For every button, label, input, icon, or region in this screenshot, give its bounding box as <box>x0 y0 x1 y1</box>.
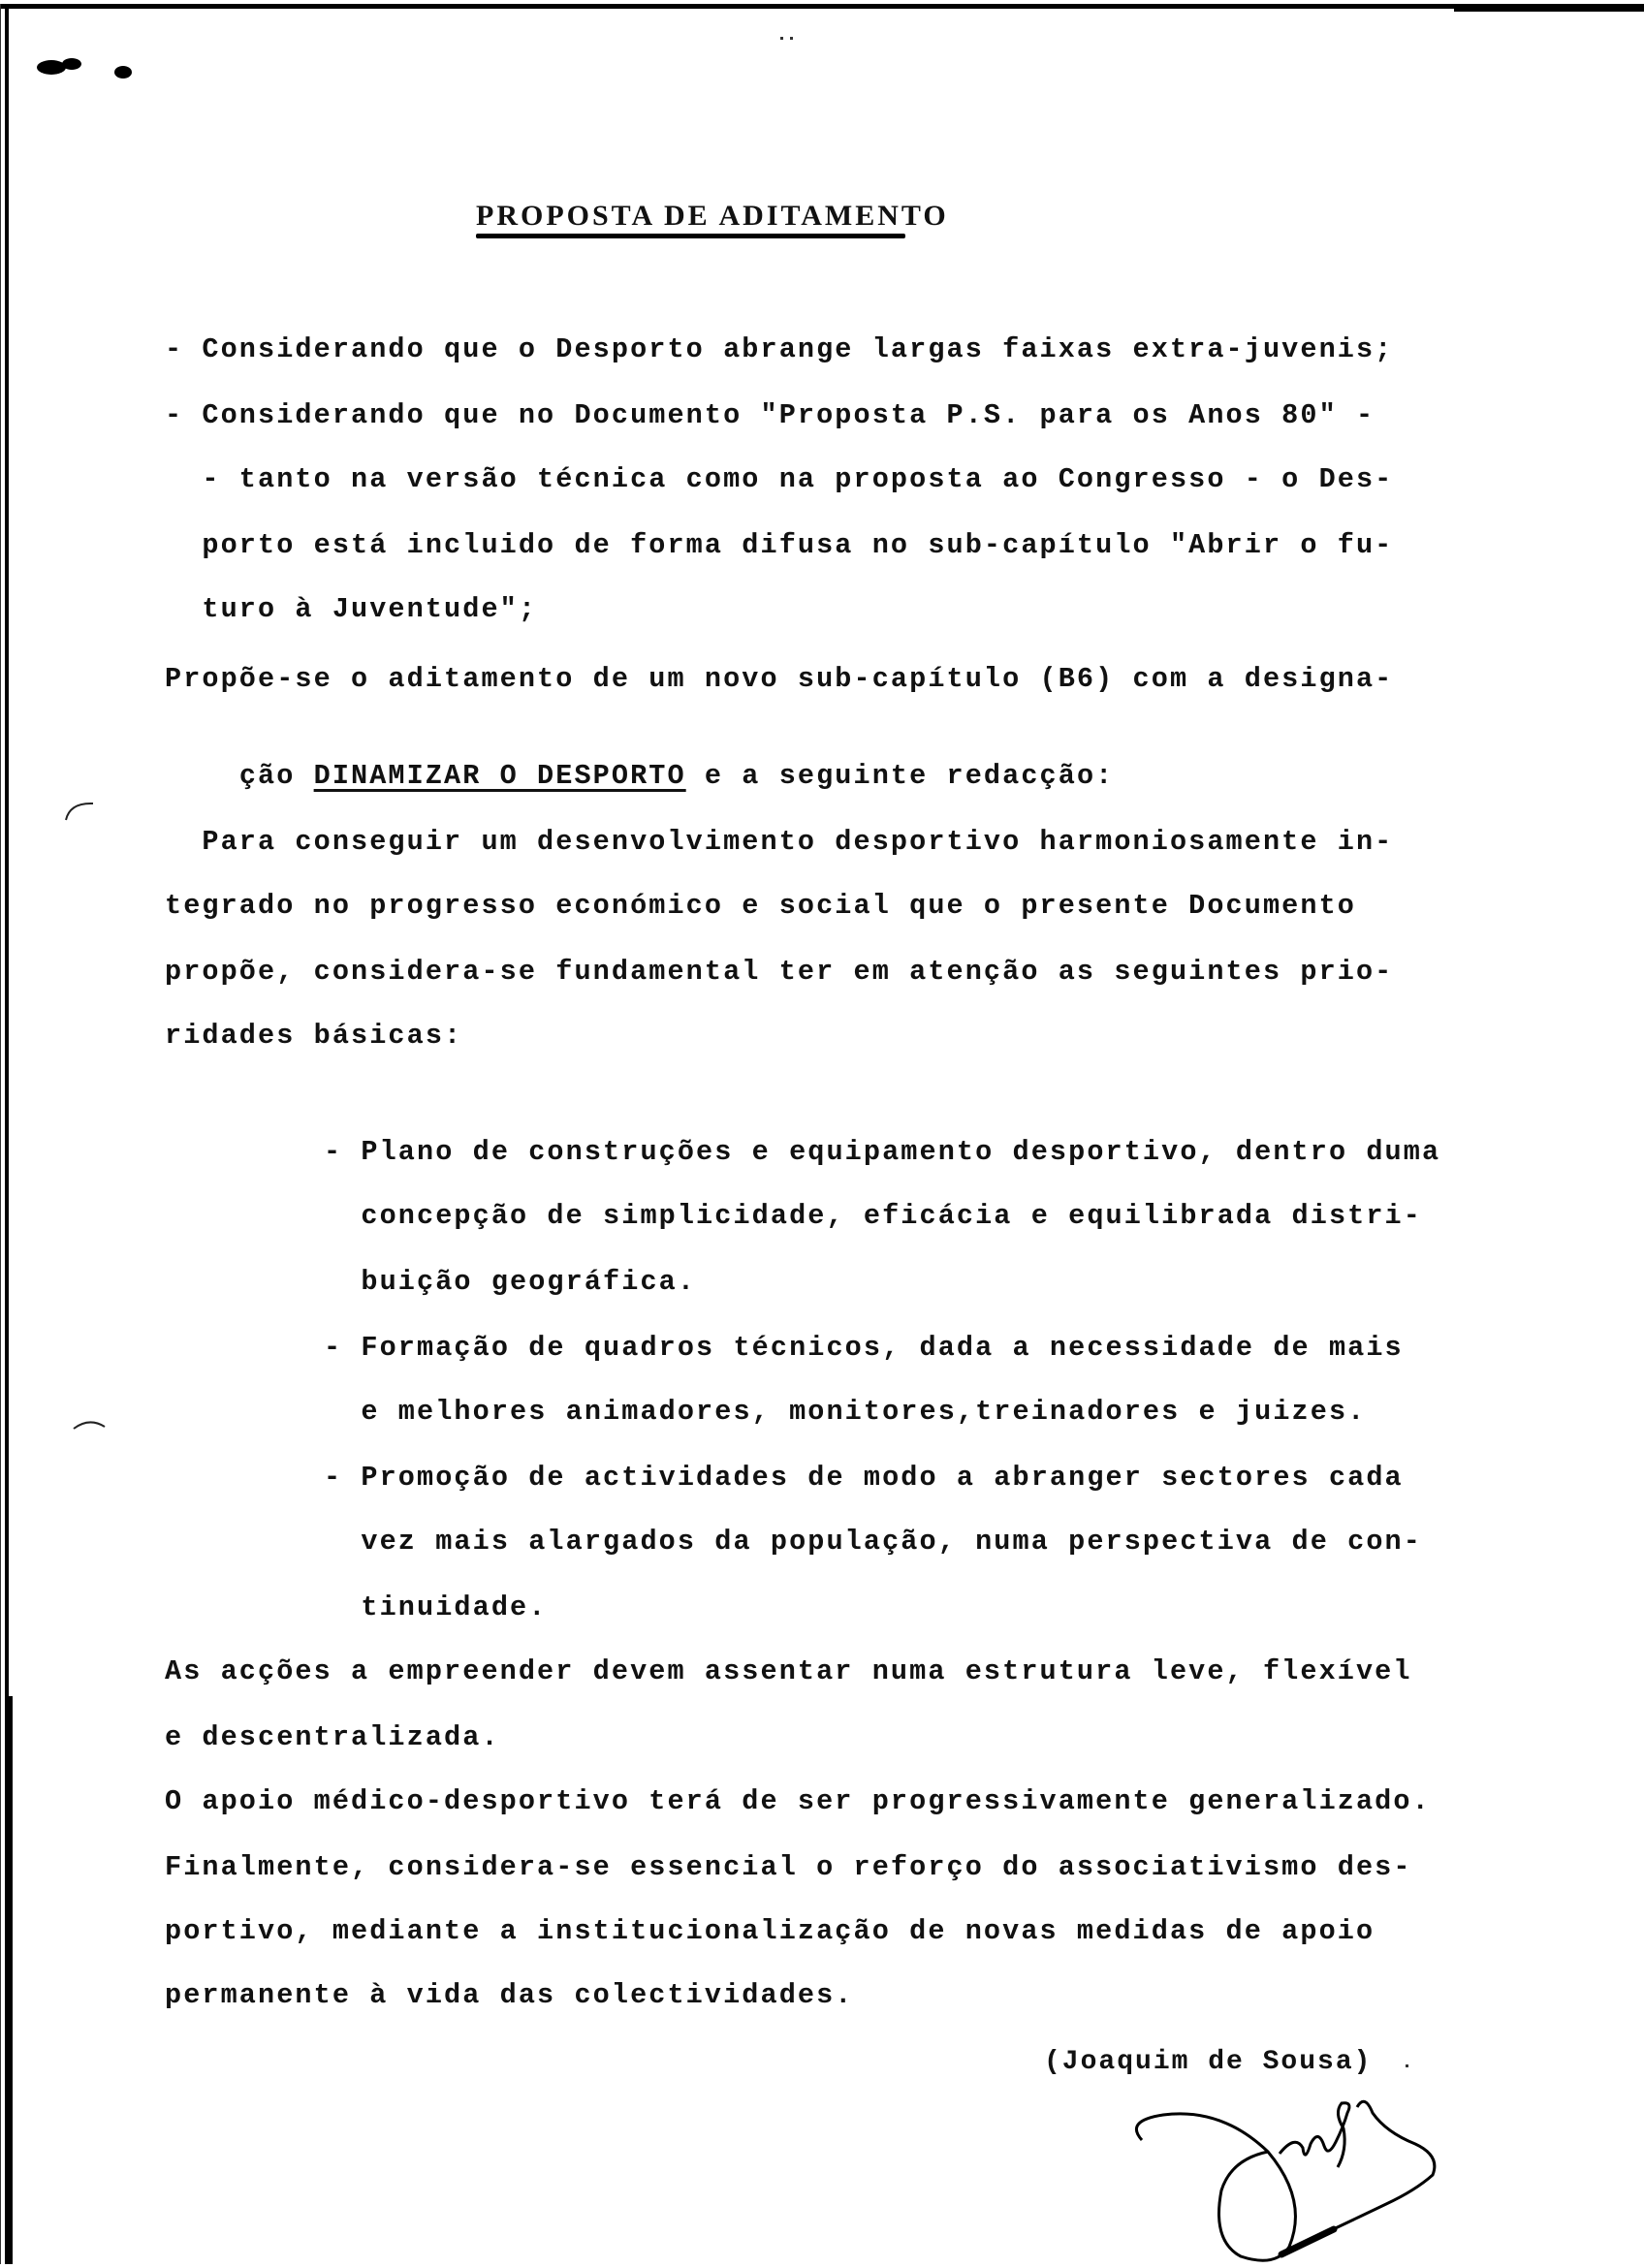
proposal-line-1: Propõe-se o aditamento de um novo sub-capítulo (B6) com a designa- <box>165 663 1394 695</box>
consideration-1-line-1: - Considerando que o Desporto abrange largas faixas extra-juvenis; <box>165 333 1394 365</box>
priority-1-line-3: buição geográfica. <box>324 1266 697 1298</box>
priority-1-line-1: - Plano de construções e equipamento desportivo, dentro duma <box>324 1136 1441 1168</box>
document-title: PROPOSTA DE ADITAMENTO <box>476 200 949 232</box>
subchapter-name: DINAMIZAR O DESPORTO <box>313 760 686 792</box>
proposal-line-2 <box>165 727 1114 826</box>
closing-line-4: Finalmente, considera-se essencial o reforço do associativismo des- <box>165 1851 1412 1883</box>
ink-blot <box>114 66 132 79</box>
closing-line-6: permanente à vida das colectividades. <box>165 1979 854 2011</box>
closing-line-2: e descentralizada. <box>165 1721 500 1753</box>
closing-line-1: As acções a empreender devem assentar numa estrutura leve, flexível <box>165 1655 1412 1687</box>
scan-edge-top <box>0 4 1644 9</box>
priority-1-line-2: concepção de simplicidade, eficácia e equilibrada distri- <box>324 1200 1422 1232</box>
priority-2-line-2: e melhores animadores, monitores,treinadores e juizes. <box>324 1396 1367 1428</box>
intro-line-1: Para conseguir um desenvolvimento desportivo harmoniosamente in- <box>165 826 1394 858</box>
margin-mark-arc <box>70 1415 109 1434</box>
closing-line-3: O apoio médico-desportivo terá de ser progressivamente generalizado. <box>165 1785 1431 1817</box>
scan-edge-left-bottom <box>6 1696 13 2264</box>
intro-line-2: tegrado no progresso económico e social que o presente Documento <box>165 890 1356 922</box>
consideration-2-line-1: - Considerando que no Documento "Proposta P.S. para os Anos 80" - <box>165 399 1375 431</box>
ink-blot <box>62 58 81 70</box>
proposal-prefix: ção <box>238 760 314 792</box>
consideration-2-line-3: porto está incluido de forma difusa no sub-capítulo "Abrir o fu- <box>165 529 1394 561</box>
intro-line-4: ridades básicas: <box>165 1020 463 1052</box>
scan-edge-top-right <box>1454 4 1644 12</box>
handwritten-signature-icon <box>1105 2074 1464 2268</box>
priority-3-line-1: - Promoção de actividades de modo a abranger sectores cada <box>324 1462 1404 1494</box>
priority-3-line-2: vez mais alargados da população, numa perspectiva de con- <box>324 1526 1422 1558</box>
signatory-name: (Joaquim de Sousa) <box>1044 2047 1373 2077</box>
priority-3-line-3: tinuidade. <box>324 1591 548 1623</box>
consideration-2-line-2: - tanto na versão técnica como na proposta ao Congresso - o Des- <box>165 463 1394 495</box>
title-underline <box>476 234 905 238</box>
scan-speck <box>790 37 793 40</box>
scan-edge-left-thin <box>0 4 1 2264</box>
closing-line-5: portivo, mediante a institucionalização de novas medidas de apoio <box>165 1915 1375 1947</box>
margin-mark-arc <box>58 801 97 839</box>
scan-speck <box>780 37 783 40</box>
scan-speck <box>1406 2064 1408 2067</box>
priority-2-line-1: - Formação de quadros técnicos, dada a necessidade de mais <box>324 1332 1404 1364</box>
intro-line-3: propõe, considera-se fundamental ter em atenção as seguintes prio- <box>165 956 1394 988</box>
consideration-2-line-4: turo à Juventude"; <box>165 593 538 625</box>
proposal-suffix: e a seguinte redacção: <box>685 760 1115 792</box>
